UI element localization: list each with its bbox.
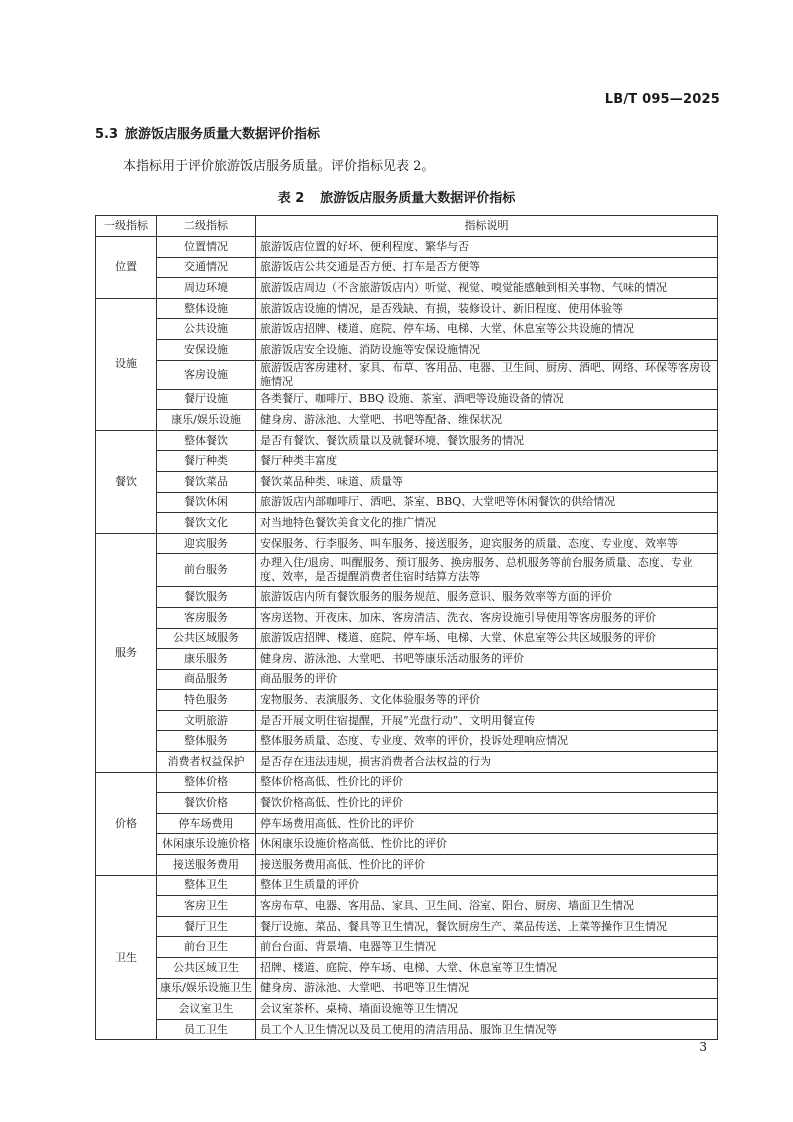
level2-indicator-cell: 客房卫生 — [157, 896, 256, 917]
level2-indicator-cell: 整体价格 — [157, 772, 256, 793]
table-row — [96, 937, 718, 958]
level2-indicator-cell: 餐厅设施 — [157, 389, 256, 410]
indicator-description-cell: 健身房、游泳池、大堂吧、书吧等康乐活动服务的评价 — [256, 649, 718, 670]
indicator-table — [95, 215, 718, 1040]
level1-indicator-cell: 价格 — [96, 772, 157, 875]
level1-indicator-cell: 卫生 — [96, 875, 157, 1040]
indicator-description-cell: 旅游饭店内部咖啡厅、酒吧、茶室、BBQ、大堂吧等休闲餐饮的供给情况 — [256, 492, 718, 513]
level2-indicator-cell: 客房服务 — [157, 607, 256, 628]
indicator-description-cell: 是否有餐饮、餐饮质量以及就餐环境、餐饮服务的情况 — [256, 430, 718, 451]
table-row — [96, 958, 718, 979]
indicator-description-cell: 整体价格高低、性价比的评价 — [256, 772, 718, 793]
level2-indicator-cell: 整体设施 — [157, 298, 256, 319]
indicator-description-cell: 旅游饭店内所有餐饮服务的服务规范、服务意识、服务效率等方面的评价 — [256, 587, 718, 608]
indicator-description-cell: 休闲康乐设施价格高低、性价比的评价 — [256, 834, 718, 855]
table-row — [96, 298, 718, 319]
level2-indicator-cell: 员工卫生 — [157, 1019, 256, 1040]
indicator-description-cell: 员工个人卫生情况以及员工使用的清洁用品、服饰卫生情况等 — [256, 1019, 718, 1040]
indicator-description-cell: 办理入住/退房、叫醒服务、预订服务、换房服务、总机服务等前台服务质量、态度、专业度、效率，是否提醒消费者住宿时结算方法等 — [256, 554, 718, 587]
indicator-description-cell: 旅游饭店位置的好坏、便利程度、繁华与否 — [256, 237, 718, 258]
level2-indicator-cell: 迎宾服务 — [157, 533, 256, 554]
table-row — [96, 813, 718, 834]
level2-indicator-cell: 康乐服务 — [157, 649, 256, 670]
table-row — [96, 834, 718, 855]
table-row — [96, 628, 718, 649]
indicator-description-cell: 是否存在违法违规，损害消费者合法权益的行为 — [256, 752, 718, 773]
table-row — [96, 649, 718, 670]
table-row — [96, 430, 718, 451]
table-row — [96, 278, 718, 299]
table-row — [96, 999, 718, 1020]
level2-indicator-cell: 餐饮休闲 — [157, 492, 256, 513]
table-row — [96, 772, 718, 793]
level2-indicator-cell: 康乐/娱乐设施 — [157, 410, 256, 431]
table-row — [96, 360, 718, 389]
level2-indicator-cell: 公共区域卫生 — [157, 958, 256, 979]
table-row — [96, 257, 718, 278]
table-row — [96, 607, 718, 628]
table-row — [96, 554, 718, 587]
level2-indicator-cell: 消费者权益保护 — [157, 752, 256, 773]
indicator-description-cell: 整体卫生质量的评价 — [256, 875, 718, 896]
level1-indicator-cell: 设施 — [96, 298, 157, 430]
indicator-description-cell: 招牌、楼道、庭院、停车场、电梯、大堂、休息室等卫生情况 — [256, 958, 718, 979]
table-row — [96, 587, 718, 608]
level2-indicator-cell: 整体服务 — [157, 731, 256, 752]
indicator-description-cell: 旅游饭店设施的情况，是否残缺、有损，装修设计、新旧程度、使用体验等 — [256, 298, 718, 319]
indicator-description-cell: 餐饮价格高低、性价比的评价 — [256, 793, 718, 814]
table-row — [96, 319, 718, 340]
table-row — [96, 410, 718, 431]
table-row — [96, 492, 718, 513]
indicator-description-cell: 前台台面、背景墙、电器等卫生情况 — [256, 937, 718, 958]
table-row — [96, 896, 718, 917]
indicator-description-cell: 整体服务质量、态度、专业度、效率的评价，投诉处理响应情况 — [256, 731, 718, 752]
section-heading — [95, 123, 320, 142]
table-row — [96, 875, 718, 896]
table-row — [96, 1019, 718, 1040]
indicator-description-cell: 停车场费用高低、性价比的评价 — [256, 813, 718, 834]
indicator-description-cell: 旅游饭店公共交通是否方便、打车是否方便等 — [256, 257, 718, 278]
table-row — [96, 389, 718, 410]
level2-indicator-cell: 文明旅游 — [157, 710, 256, 731]
level1-indicator-cell: 服务 — [96, 533, 157, 772]
table-row — [96, 916, 718, 937]
level2-indicator-cell: 康乐/娱乐设施卫生 — [157, 978, 256, 999]
level2-indicator-cell: 休闲康乐设施价格 — [157, 834, 256, 855]
indicator-description-cell: 旅游饭店客房建材、家具、布草、客用品、电器、卫生间、厨房、酒吧、网络、环保等客房设施情况 — [256, 360, 718, 389]
table-row — [96, 533, 718, 554]
section-intro: 本指标用于评价旅游饭店服务质量。评价指标见表 2。 — [123, 159, 435, 174]
header-cell-level1: 一级指标 — [96, 216, 157, 237]
level2-indicator-cell: 前台服务 — [157, 554, 256, 587]
indicator-description-cell: 餐厅设施、菜品、餐具等卫生情况，餐饮厨房生产、菜品传送、上菜等操作卫生情况 — [256, 916, 718, 937]
standard-number: LB/T 095—2025 — [604, 92, 720, 107]
indicator-description-cell: 旅游饭店安全设施、消防设施等安保设施情况 — [256, 339, 718, 360]
indicator-description-cell: 接送服务费用高低、性价比的评价 — [256, 855, 718, 876]
level2-indicator-cell: 前台卫生 — [157, 937, 256, 958]
level2-indicator-cell: 会议室卫生 — [157, 999, 256, 1020]
level1-indicator-cell: 位置 — [96, 237, 157, 299]
level2-indicator-cell: 公共设施 — [157, 319, 256, 340]
indicator-description-cell: 旅游饭店周边（不含旅游饭店内）听觉、视觉、嗅觉能感触到相关事物、气味的情况 — [256, 278, 718, 299]
indicator-description-cell: 旅游饭店招牌、楼道、庭院、停车场、电梯、大堂、休息室等公共区域服务的评价 — [256, 628, 718, 649]
indicator-description-cell: 健身房、游泳池、大堂吧、书吧等配备、维保状况 — [256, 410, 718, 431]
table-row — [96, 451, 718, 472]
indicator-description-cell: 客房布草、电器、客用品、家具、卫生间、浴室、阳台、厨房、墙面卫生情况 — [256, 896, 718, 917]
indicator-description-cell: 健身房、游泳池、大堂吧、书吧等卫生情况 — [256, 978, 718, 999]
table-title: 旅游饭店服务质量大数据评价指标 — [320, 191, 516, 206]
indicator-description-cell: 餐饮菜品种类、味道、质量等 — [256, 471, 718, 492]
section-number: 5.3 — [95, 127, 119, 142]
table-row — [96, 978, 718, 999]
level2-indicator-cell: 公共区域服务 — [157, 628, 256, 649]
level2-indicator-cell: 商品服务 — [157, 669, 256, 690]
indicator-description-cell: 餐厅种类丰富度 — [256, 451, 718, 472]
level2-indicator-cell: 客房设施 — [157, 360, 256, 389]
indicator-description-cell: 宠物服务、表演服务、文化体验服务等的评价 — [256, 690, 718, 711]
table-label: 表 2 — [277, 191, 305, 206]
table-row — [96, 669, 718, 690]
table-row — [96, 237, 718, 258]
table-caption — [0, 187, 793, 206]
table-row — [96, 710, 718, 731]
level1-indicator-cell: 餐饮 — [96, 430, 157, 533]
level2-indicator-cell: 餐饮菜品 — [157, 471, 256, 492]
header-cell-description: 指标说明 — [256, 216, 718, 237]
table-row — [96, 513, 718, 534]
level2-indicator-cell: 整体餐饮 — [157, 430, 256, 451]
level2-indicator-cell: 接送服务费用 — [157, 855, 256, 876]
header-cell-level2: 二级指标 — [157, 216, 256, 237]
indicator-description-cell: 对当地特色餐饮美食文化的推广情况 — [256, 513, 718, 534]
level2-indicator-cell: 整体卫生 — [157, 875, 256, 896]
level2-indicator-cell: 安保设施 — [157, 339, 256, 360]
level2-indicator-cell: 餐饮服务 — [157, 587, 256, 608]
section-title: 旅游饭店服务质量大数据评价指标 — [125, 127, 321, 142]
table-row — [96, 855, 718, 876]
indicator-description-cell: 会议室茶杯、桌椅、墙面设施等卫生情况 — [256, 999, 718, 1020]
table-row — [96, 731, 718, 752]
level2-indicator-cell: 位置情况 — [157, 237, 256, 258]
indicator-description-cell: 旅游饭店招牌、楼道、庭院、停车场、电梯、大堂、休息室等公共设施的情况 — [256, 319, 718, 340]
level2-indicator-cell: 特色服务 — [157, 690, 256, 711]
table-header-row — [96, 216, 718, 237]
table-row — [96, 793, 718, 814]
page-number: 3 — [699, 1040, 707, 1054]
table-row — [96, 339, 718, 360]
table-row — [96, 752, 718, 773]
indicator-description-cell: 安保服务、行李服务、叫车服务、接送服务，迎宾服务的质量、态度、专业度、效率等 — [256, 533, 718, 554]
indicator-description-cell: 是否开展文明住宿提醒，开展“光盘行动”、文明用餐宣传 — [256, 710, 718, 731]
level2-indicator-cell: 餐饮文化 — [157, 513, 256, 534]
indicator-description-cell: 客房送物、开夜床、加床、客房清洁、洗衣、客房设施引导使用等客房服务的评价 — [256, 607, 718, 628]
table-row — [96, 471, 718, 492]
indicator-description-cell: 商品服务的评价 — [256, 669, 718, 690]
level2-indicator-cell: 餐厅卫生 — [157, 916, 256, 937]
indicator-description-cell: 各类餐厅、咖啡厅、BBQ 设施、茶室、酒吧等设施设备的情况 — [256, 389, 718, 410]
table-row — [96, 690, 718, 711]
level2-indicator-cell: 停车场费用 — [157, 813, 256, 834]
level2-indicator-cell: 周边环境 — [157, 278, 256, 299]
level2-indicator-cell: 交通情况 — [157, 257, 256, 278]
level2-indicator-cell: 餐饮价格 — [157, 793, 256, 814]
level2-indicator-cell: 餐厅种类 — [157, 451, 256, 472]
